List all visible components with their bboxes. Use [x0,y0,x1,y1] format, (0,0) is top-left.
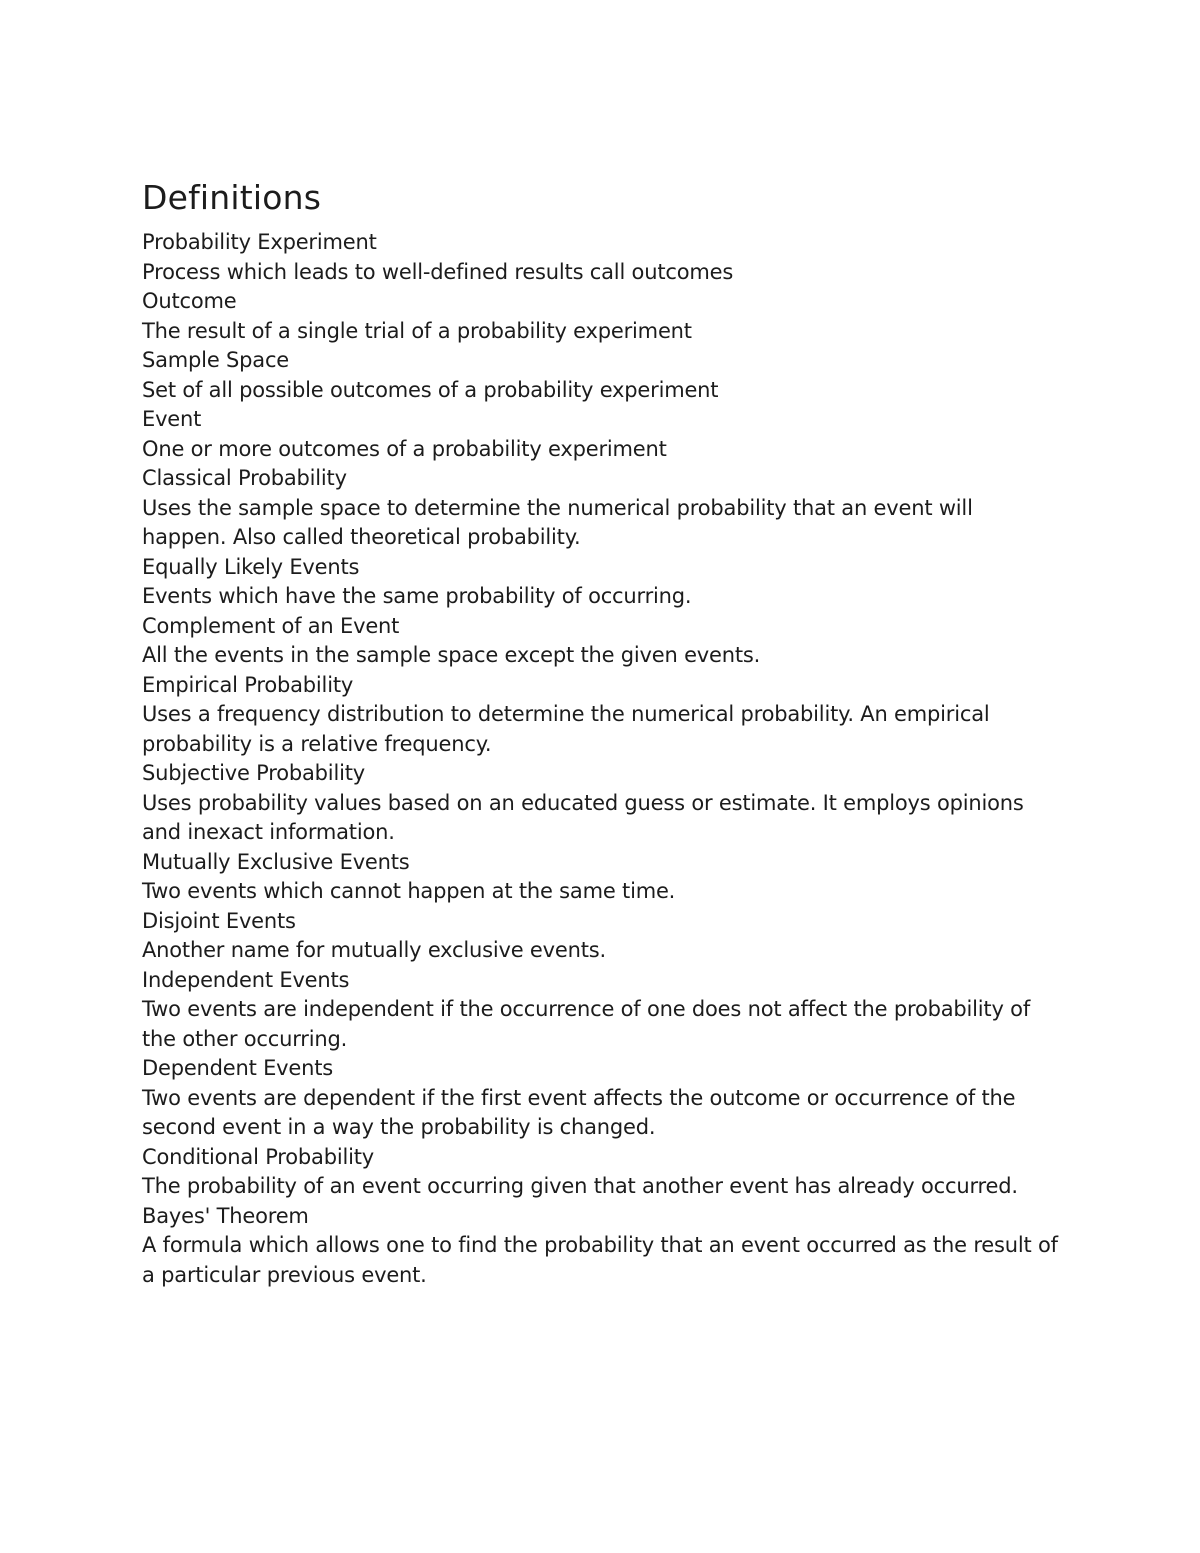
definition-text: The probability of an event occurring given that another event has already occurred. [142,1174,1018,1198]
definition-text: Process which leads to well-defined results call outcomes [142,259,734,284]
definition-text: Uses the sample space to determine the numerical probability that an event will happen. Also called theoretical probability. [142,495,973,549]
term-label: Probability Experiment [142,230,377,254]
term-label: Independent Events [142,967,350,992]
definition-text: Two events are dependent if the first event affects the outcome or occurrence of the second event in a way the probability is changed. [142,1085,1016,1139]
definition-text: One or more outcomes of a probability experiment [142,436,667,461]
definition-entry [142,671,1062,760]
term-label: Sample Space [142,348,290,372]
term-label: Complement of an Event [142,613,400,638]
term-label: Subjective Probability [142,761,365,785]
definitions-list [142,228,1062,1290]
definition-entry [142,553,1062,612]
definition-entry [142,346,1062,405]
definition-entry [142,405,1062,464]
definition-text: Two events are independent if the occurrence of one does not affect the probability of the other occurring. [142,997,1031,1051]
definition-entry [142,1143,1062,1202]
definition-text: Events which have the same probability of occurring. [142,584,692,608]
term-label: Mutually Exclusive Events [142,849,410,874]
definition-entry [142,848,1062,907]
definition-entry [142,1054,1062,1143]
definition-entry [142,759,1062,848]
term-label: Empirical Probability [142,672,354,697]
term-label: Disjoint Events [142,908,296,933]
definition-entry [142,966,1062,1055]
term-label: Event [142,407,202,431]
definition-text: A formula which allows one to find the probability that an event occurred as the result of a particular previous event. [142,1233,1058,1287]
definition-text: Another name for mutually exclusive events. [142,938,606,962]
document-page [142,176,1062,1290]
definition-entry [142,1202,1062,1291]
definition-entry [142,287,1062,346]
term-label: Equally Likely Events [142,554,360,579]
term-label: Dependent Events [142,1056,334,1080]
term-label: Outcome [142,289,237,313]
definition-entry [142,612,1062,671]
definition-text: All the events in the sample space except the given events. [142,643,761,667]
definition-text: The result of a single trial of a probability experiment [142,318,692,343]
definition-text: Uses probability values based on an educated guess or estimate. It employs opinions and inexact information. [142,790,1024,844]
page-title: Definitions [142,178,322,217]
definition-text: Two events which cannot happen at the same time. [142,879,676,903]
term-label: Classical Probability [142,466,347,490]
definition-entry [142,228,1062,287]
term-label: Conditional Probability [142,1144,374,1169]
definition-entry [142,464,1062,553]
definition-text: Uses a frequency distribution to determine the numerical probability. An empirical probability is a relative frequency. [142,702,990,756]
definition-text: Set of all possible outcomes of a probability experiment [142,377,719,402]
definition-entry [142,907,1062,966]
term-label: Bayes' Theorem [142,1203,309,1228]
